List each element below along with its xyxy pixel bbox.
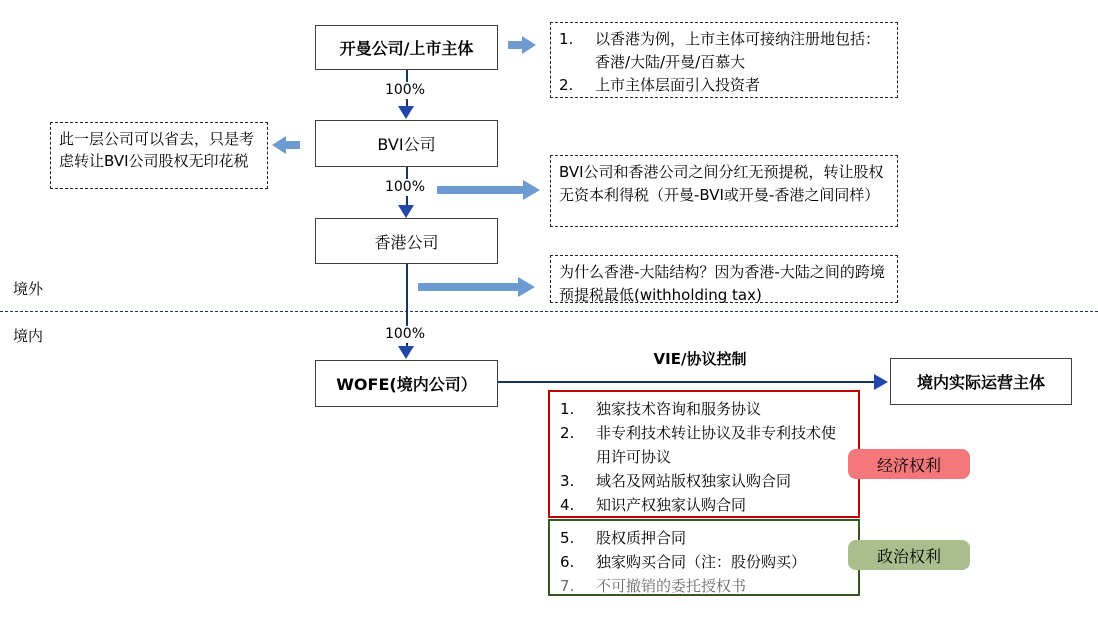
node-hongkong-company: 香港公司 [315, 218, 498, 264]
list-number: 5. [560, 529, 575, 547]
node-wofe: WOFE(境内公司） [315, 360, 498, 407]
note-no-withholding-tax: BVI公司和香港公司之间分红无预提税，转让股权无资本利得税（开曼-BVI或开曼-香港之间同样） [550, 155, 898, 227]
list-item-text: 上市主体层面引入投资者 [595, 76, 761, 94]
note-list-item [559, 74, 889, 97]
agreement-item [560, 493, 848, 517]
right-arrow-icon [508, 41, 522, 49]
node-domestic-operator: 境内实际运营主体 [890, 358, 1072, 405]
agreement-text: 知识产权独家认购合同 [596, 496, 747, 514]
right-arrow-icon [523, 180, 540, 200]
list-number: 6. [560, 553, 575, 571]
list-number: 1. [560, 400, 575, 418]
list-number: 7. [560, 577, 575, 595]
note-listing-jurisdictions [550, 22, 898, 98]
right-arrow-icon [418, 283, 518, 291]
list-number: 1. [559, 30, 574, 48]
agreement-text: 域名及网站版权独家认购合同 [596, 472, 792, 490]
right-arrow-icon [522, 36, 536, 54]
agreement-item [560, 397, 848, 421]
agreement-item [560, 469, 848, 493]
region-label-offshore: 境外 [13, 280, 44, 298]
agreement-text: 非专利技术转让协议及非专利技术使用许可协议 [596, 424, 837, 466]
political-rights-badge: 政治权利 [848, 540, 970, 570]
agreement-text: 不可撤销的委托授权书 [596, 577, 747, 595]
list-number: 3. [560, 472, 575, 490]
note-bvi-optional: 此一层公司可以省去，只是考虑转让BVI公司股权无印花税 [50, 122, 268, 189]
region-label-onshore: 境内 [13, 327, 44, 345]
list-item-text: 以香港为例，上市主体可接纳注册地包括：香港/大陆/开曼/百慕大 [595, 30, 881, 71]
node-bvi-company: BVI公司 [315, 120, 498, 167]
right-arrow-icon [518, 277, 535, 297]
offshore-onshore-divider [0, 311, 1098, 312]
agreement-text: 股权质押合同 [596, 529, 687, 547]
agreement-item [560, 421, 848, 469]
left-arrow-icon [272, 136, 286, 154]
list-number: 2. [560, 424, 575, 442]
vie-control-label: VIE/协议控制 [653, 350, 747, 368]
economic-agreements-box [548, 390, 860, 518]
agreement-item [560, 526, 848, 550]
ownership-pct-hk-wofe: 100% [381, 326, 429, 343]
right-arrow-icon [437, 186, 523, 194]
node-cayman-listco: 开曼公司/上市主体 [315, 25, 498, 70]
ownership-pct-bvi-hk: 100% [381, 179, 429, 196]
connector-wofe-operator [498, 381, 874, 383]
arrowhead-down-icon [398, 106, 414, 119]
note-why-hk-structure: 为什么香港-大陆结构？因为香港-大陆之间的跨境预提税最低(withholding tax) [550, 255, 898, 303]
ownership-pct-cayman-bvi: 100% [381, 82, 429, 99]
agreement-text: 独家技术咨询和服务协议 [596, 400, 762, 418]
note-list-item [559, 28, 889, 74]
left-arrow-icon [286, 141, 300, 149]
agreement-text: 独家购买合同（注：股份购买） [596, 553, 807, 571]
arrowhead-down-icon [398, 346, 414, 359]
list-number: 4. [560, 496, 575, 514]
arrowhead-right-icon [874, 374, 888, 390]
economic-rights-badge: 经济权利 [848, 449, 970, 479]
list-number: 2. [559, 76, 574, 94]
agreement-item [560, 550, 848, 574]
agreement-item [560, 574, 848, 598]
arrowhead-down-icon [398, 205, 414, 218]
political-agreements-box [548, 519, 860, 596]
